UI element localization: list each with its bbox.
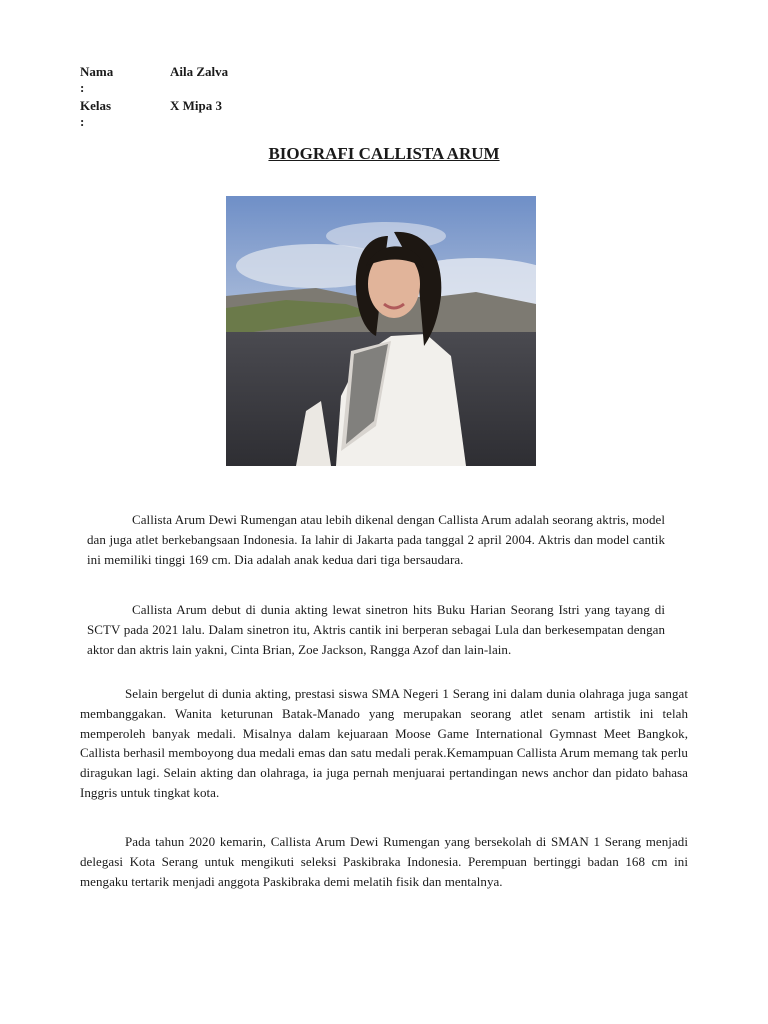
portrait-photo	[226, 196, 536, 466]
page-title: BIOGRAFI CALLISTA ARUM	[268, 144, 500, 163]
paragraph-2: Callista Arum debut di dunia akting lewat sinetron hits Buku Harian Seorang Istri yang tayang di SCTV pada 2021 lalu. Dalam sinetron itu, Aktris cantik ini berperan sebagai Lula dan berkesempatan dengan aktor dan aktris lain yakni, Cinta Brian, Zoe Jackson, Rangga Azof dan lain-lain.	[87, 602, 665, 657]
paragraph-4: Pada tahun 2020 kemarin, Callista Arum Dewi Rumengan yang bersekolah di SMAN 1 Serang menjadi delegasi Kota Serang untuk mengikuti seleksi Paskibraka Indonesia. Perempuan bertinggi badan 168 cm ini mengaku tertarik menjadi anggota Paskibraka demi melatih fisik dan mentalnya.	[80, 834, 688, 889]
nama-label: Nama :	[80, 64, 114, 95]
paragraph-1: Callista Arum Dewi Rumengan atau lebih dikenal dengan Callista Arum adalah seorang aktris, model dan juga atlet berkebangsaan Indonesia. Ia lahir di Jakarta pada tanggal 2 april 2004. Aktris dan model cantik ini memiliki tinggi 169 cm. Dia adalah anak kedua dari tiga bersaudara.	[87, 512, 665, 567]
kelas-value: X Mipa 3	[170, 98, 222, 113]
paragraph-3: Selain bergelut di dunia akting, prestasi siswa SMA Negeri 1 Serang ini dalam dunia olahraga juga sangat membanggakan. Wanita keturunan Batak-Manado yang merupakan seorang atlet senam artistik ini telah memperoleh banyak medali. Misalnya dalam kejuaraan Moose Game International Gymnast Meet Bangkok, Callista berhasil memboyong dua medali emas dan satu medali perak.Kemampuan Callista Arum memang tak perlu diragukan lagi. Selain akting dan olahraga, ia juga pernah menjuarai pertandingan news anchor dan pidato bahasa Inggris untuk tingkat kota.	[80, 686, 688, 800]
kelas-label: Kelas :	[80, 98, 112, 129]
portrait-photo-icon	[226, 196, 536, 466]
nama-value: Aila Zalva	[170, 64, 229, 79]
